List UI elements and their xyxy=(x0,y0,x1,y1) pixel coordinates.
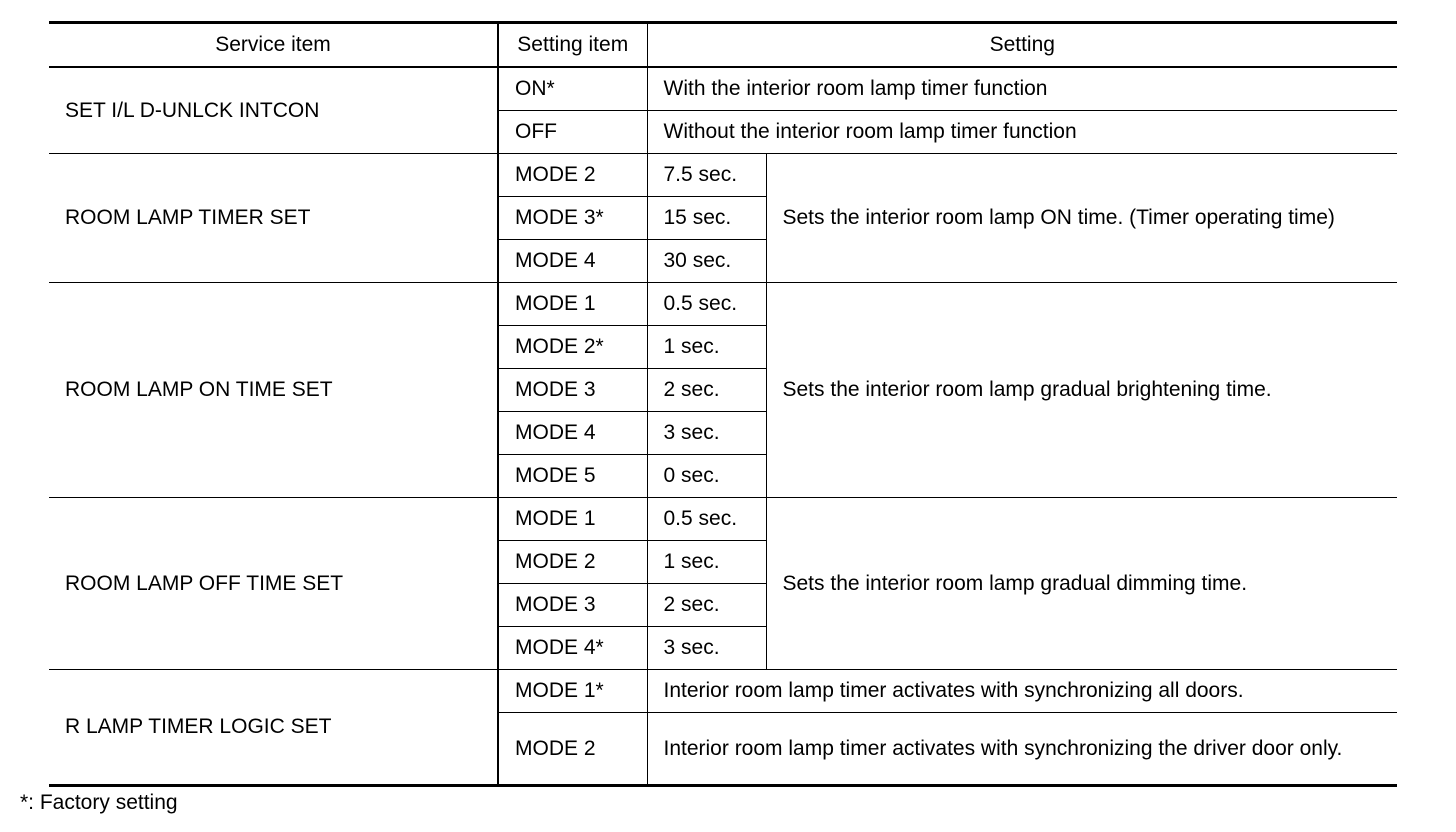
service-item-cell: ROOM LAMP OFF TIME SET xyxy=(49,498,498,670)
setting-description-cell: Sets the interior room lamp ON time. (Timer operating time) xyxy=(766,154,1397,283)
setting-value-cell: 0.5 sec. xyxy=(647,498,766,541)
setting-description-cell: Sets the interior room lamp gradual dimming time. xyxy=(766,498,1397,670)
setting-cell: Interior room lamp timer activates with synchronizing the driver door only. xyxy=(647,713,1397,786)
setting-value-cell: 7.5 sec. xyxy=(647,154,766,197)
setting-item-cell: MODE 3 xyxy=(498,584,647,627)
table-row xyxy=(49,498,1397,541)
setting-item-cell: ON* xyxy=(498,67,647,111)
setting-value-cell: 1 sec. xyxy=(647,541,766,584)
setting-item-cell: MODE 1* xyxy=(498,670,647,713)
setting-item-cell: MODE 2 xyxy=(498,713,647,786)
setting-value-cell: 2 sec. xyxy=(647,584,766,627)
setting-item-cell: MODE 4 xyxy=(498,412,647,455)
setting-value-cell: 3 sec. xyxy=(647,412,766,455)
service-item-cell: ROOM LAMP ON TIME SET xyxy=(49,283,498,498)
service-settings-table xyxy=(49,21,1397,787)
header-service-item: Service item xyxy=(49,23,498,68)
setting-description-cell: Sets the interior room lamp gradual brightening time. xyxy=(766,283,1397,498)
setting-item-cell: OFF xyxy=(498,111,647,154)
header-setting-item: Setting item xyxy=(498,23,647,68)
setting-item-cell: MODE 1 xyxy=(498,498,647,541)
setting-value-cell: 3 sec. xyxy=(647,627,766,670)
setting-item-cell: MODE 2 xyxy=(498,154,647,197)
table-row xyxy=(49,283,1397,326)
setting-value-cell: 15 sec. xyxy=(647,197,766,240)
setting-value-cell: 30 sec. xyxy=(647,240,766,283)
setting-item-cell: MODE 4 xyxy=(498,240,647,283)
setting-cell: With the interior room lamp timer function xyxy=(663,77,1048,100)
setting-item-cell: MODE 4* xyxy=(498,627,647,670)
setting-item-cell: MODE 3* xyxy=(498,197,647,240)
setting-value-cell: 2 sec. xyxy=(647,369,766,412)
setting-item-cell: MODE 1 xyxy=(498,283,647,326)
setting-item-cell: MODE 2 xyxy=(498,541,647,584)
setting-cell: Interior room lamp timer activates with synchronizing all doors. xyxy=(647,670,1397,713)
setting-cell: Without the interior room lamp timer function xyxy=(647,111,1397,154)
service-item-cell: R LAMP TIMER LOGIC SET xyxy=(49,670,498,786)
table-row xyxy=(49,67,1397,111)
setting-value-cell: 1 sec. xyxy=(647,326,766,369)
footnote: *: Factory setting xyxy=(20,791,178,814)
service-item-cell: SET I/L D-UNLCK INTCON xyxy=(49,67,498,154)
table-row xyxy=(49,154,1397,197)
header-setting: Setting xyxy=(647,23,1397,68)
setting-item-cell: MODE 5 xyxy=(498,455,647,498)
header-row xyxy=(49,23,1397,68)
setting-value-cell: 0 sec. xyxy=(647,455,766,498)
service-item-cell: ROOM LAMP TIMER SET xyxy=(49,154,498,283)
table-row xyxy=(49,670,1397,713)
setting-value-cell: 0.5 sec. xyxy=(647,283,766,326)
setting-item-cell: MODE 3 xyxy=(498,369,647,412)
setting-item-cell: MODE 2* xyxy=(498,326,647,369)
